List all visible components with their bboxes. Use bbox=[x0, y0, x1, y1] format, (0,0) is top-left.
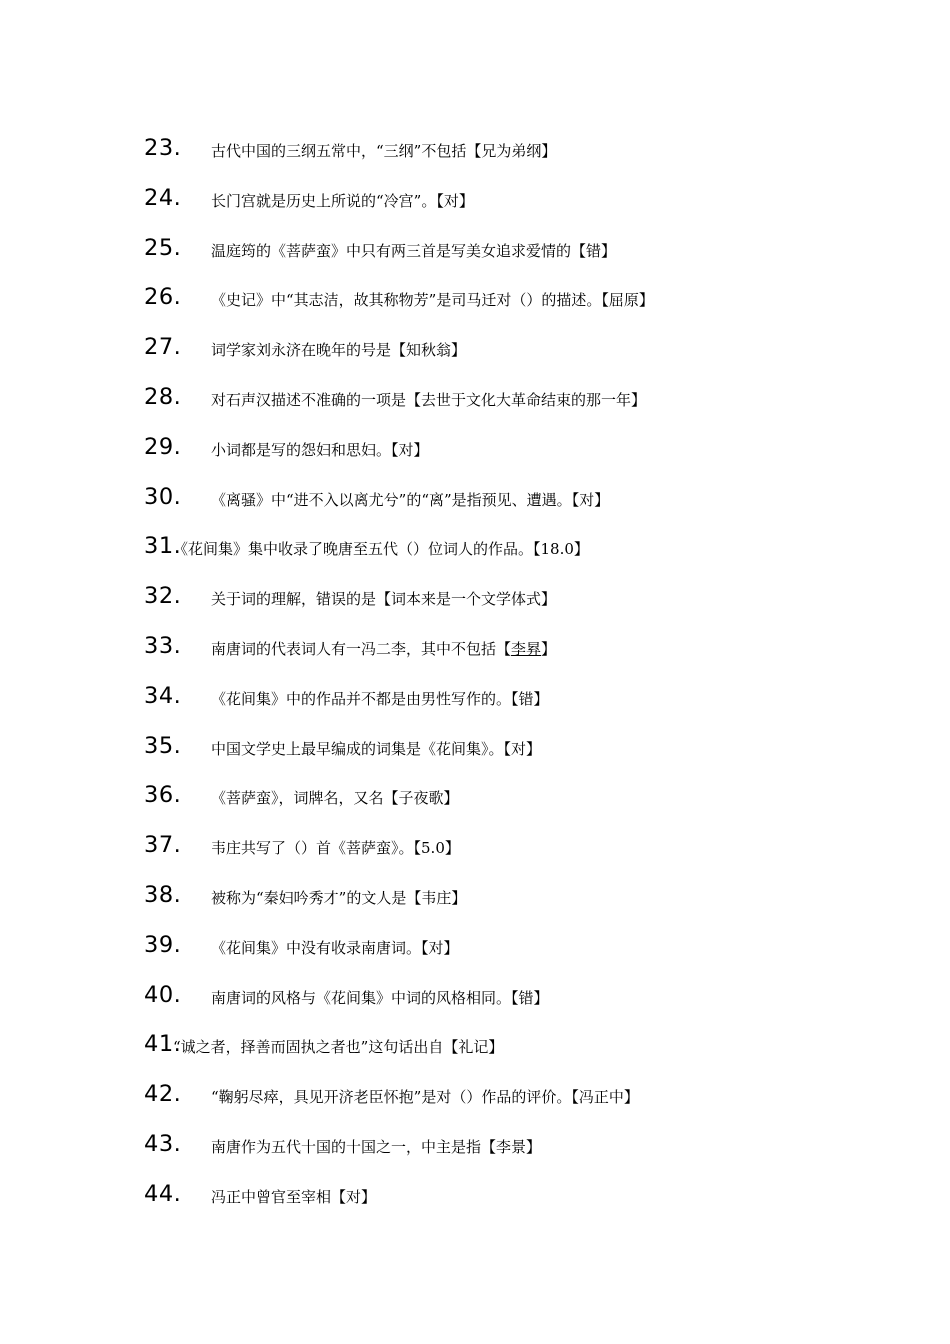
question-text bbox=[211, 439, 429, 461]
question-answer: 【知秋翁】 bbox=[391, 341, 467, 360]
question-answer: 【5.0】 bbox=[413, 839, 460, 858]
question-text bbox=[211, 837, 460, 859]
question-answer: 【韦庄】 bbox=[406, 888, 467, 907]
answer-bracket-open: 【 bbox=[496, 639, 512, 658]
question-number: 32. bbox=[144, 583, 182, 610]
question-stem: 冯正中曾官至宰相 bbox=[211, 1187, 332, 1206]
question-stem: 南唐作为五代十国的十国之一，中主是指 bbox=[211, 1137, 482, 1156]
question-stem: 南唐词的风格与《花间集》中词的风格相同。 bbox=[211, 988, 512, 1007]
question-stem: 《菩萨蛮》，词牌名，又名 bbox=[211, 789, 384, 808]
question-stem: 长门宫就是历史上所说的“冷宫”。 bbox=[211, 191, 437, 210]
question-item bbox=[0, 975, 950, 1025]
question-text bbox=[211, 489, 609, 511]
question-item bbox=[0, 277, 950, 327]
question-item bbox=[0, 626, 950, 676]
question-text bbox=[173, 1036, 503, 1058]
question-answer: 【兄为弟纲】 bbox=[466, 142, 557, 160]
question-number: 38. bbox=[144, 881, 182, 908]
question-item bbox=[0, 427, 950, 477]
question-answer: 【错】 bbox=[511, 689, 549, 708]
question-stem: 被称为“秦妇吟秀才”的文人是 bbox=[211, 888, 407, 907]
question-stem: 词学家刘永济在晚年的号是 bbox=[211, 341, 392, 360]
question-item bbox=[0, 526, 950, 576]
question-answer: 【冯正中】 bbox=[571, 1088, 639, 1107]
question-item bbox=[0, 327, 950, 377]
question-answer: 【对】 bbox=[421, 938, 459, 957]
question-number: 23. bbox=[144, 135, 182, 161]
question-stem: “诚之者，择善而固执之者也”这句话出自 bbox=[173, 1038, 444, 1057]
question-list bbox=[0, 128, 950, 1224]
question-number: 26. bbox=[144, 284, 182, 311]
answer-bracket-close: 】 bbox=[541, 639, 557, 658]
question-answer: 【对】 bbox=[331, 1187, 377, 1206]
question-answer: 【去世于文化大革命结束的那一年】 bbox=[406, 390, 647, 409]
question-text bbox=[211, 389, 646, 411]
question-text bbox=[211, 937, 459, 959]
question-answer: 【18.0】 bbox=[533, 540, 589, 559]
question-text bbox=[211, 140, 556, 162]
question-item bbox=[0, 925, 950, 975]
question-number: 37. bbox=[144, 832, 182, 859]
question-number: 36. bbox=[144, 782, 182, 809]
question-item bbox=[0, 726, 950, 776]
question-text bbox=[211, 787, 459, 809]
question-stem: 《花间集》中没有收录南唐词。 bbox=[211, 938, 422, 957]
question-text bbox=[211, 190, 474, 212]
question-stem: 《花间集》中的作品并不都是由男性写作的。 bbox=[211, 689, 512, 708]
question-stem: 关于词的理解，错误的是 bbox=[211, 590, 377, 609]
question-stem: 中国文学史上最早编成的词集是《花间集》。 bbox=[211, 739, 504, 758]
answer-underlined: 李昪 bbox=[511, 639, 542, 658]
question-item bbox=[0, 1024, 950, 1074]
question-number: 24. bbox=[144, 184, 182, 211]
question-stem: 韦庄共写了（）首《菩萨蛮》。 bbox=[211, 839, 414, 858]
question-item bbox=[0, 377, 950, 427]
question-answer: 【对】 bbox=[571, 490, 610, 509]
question-answer: 【词本来是一个文学体式】 bbox=[376, 590, 557, 609]
question-stem: 《史记》中“其志洁，故其称物芳”是司马迁对（）的描述。 bbox=[211, 291, 602, 310]
question-item bbox=[0, 128, 950, 178]
question-stem: “鞠躬尽瘁，具见开济老臣怀抱”是对（）作品的评价。 bbox=[211, 1088, 572, 1107]
question-stem: 《花间集》集中收录了晚唐至五代（）位词人的作品。 bbox=[173, 540, 534, 559]
question-item bbox=[0, 875, 950, 925]
question-number: 31. bbox=[144, 533, 182, 560]
question-number: 29. bbox=[144, 433, 182, 460]
question-item bbox=[0, 1124, 950, 1174]
question-item bbox=[0, 178, 950, 228]
question-number: 39. bbox=[144, 931, 182, 958]
question-text bbox=[211, 1186, 376, 1208]
question-number: 30. bbox=[144, 483, 182, 510]
question-answer bbox=[496, 640, 556, 658]
question-stem: 《离骚》中“进不入以离尤兮”的“离”是指预见、遭遇。 bbox=[211, 490, 572, 509]
question-stem: 小词都是写的怨妇和思妇。 bbox=[211, 440, 392, 459]
question-item bbox=[0, 228, 950, 278]
question-item bbox=[0, 576, 950, 626]
question-number: 28. bbox=[144, 383, 182, 410]
question-text bbox=[211, 987, 549, 1009]
question-number: 40. bbox=[144, 981, 182, 1008]
question-number: 27. bbox=[144, 334, 182, 361]
question-text bbox=[173, 538, 589, 560]
question-answer: 【错】 bbox=[511, 988, 549, 1007]
question-text bbox=[211, 1086, 639, 1108]
question-item bbox=[0, 477, 950, 527]
question-answer: 【对】 bbox=[436, 191, 474, 210]
question-answer: 【错】 bbox=[571, 241, 617, 260]
question-item bbox=[0, 676, 950, 726]
question-text bbox=[211, 289, 654, 311]
question-item bbox=[0, 825, 950, 875]
question-text bbox=[211, 588, 556, 610]
question-number: 41. bbox=[144, 1031, 182, 1058]
question-item bbox=[0, 1174, 950, 1224]
question-text bbox=[211, 887, 466, 909]
question-stem: 南唐词的代表词人有一冯二李，其中不包括 bbox=[211, 639, 497, 658]
question-answer: 【礼记】 bbox=[443, 1038, 504, 1057]
question-item bbox=[0, 775, 950, 825]
question-text bbox=[211, 638, 556, 660]
question-item bbox=[0, 1074, 950, 1124]
question-answer: 【对】 bbox=[503, 739, 542, 758]
question-answer: 【对】 bbox=[391, 440, 429, 459]
question-number: 33. bbox=[144, 632, 182, 659]
question-text bbox=[211, 688, 549, 710]
question-text bbox=[211, 339, 466, 361]
question-stem: 对石声汉描述不准确的一项是 bbox=[211, 390, 407, 409]
question-text bbox=[211, 738, 541, 760]
question-number: 43. bbox=[144, 1130, 182, 1157]
question-number: 25. bbox=[144, 234, 182, 261]
question-answer: 【子夜歌】 bbox=[383, 789, 459, 808]
question-text bbox=[211, 1136, 541, 1158]
question-stem: 古代中国的三纲五常中，“三纲”不包括 bbox=[211, 142, 467, 160]
question-number: 44. bbox=[144, 1180, 182, 1207]
question-number: 34. bbox=[144, 682, 182, 709]
question-number: 35. bbox=[144, 732, 182, 759]
question-answer: 【李景】 bbox=[481, 1137, 542, 1156]
question-answer: 【屈原】 bbox=[601, 291, 654, 310]
question-stem: 温庭筠的《菩萨蛮》中只有两三首是写美女追求爱情的 bbox=[211, 241, 572, 260]
question-text bbox=[211, 240, 616, 262]
question-number: 42. bbox=[144, 1081, 182, 1108]
